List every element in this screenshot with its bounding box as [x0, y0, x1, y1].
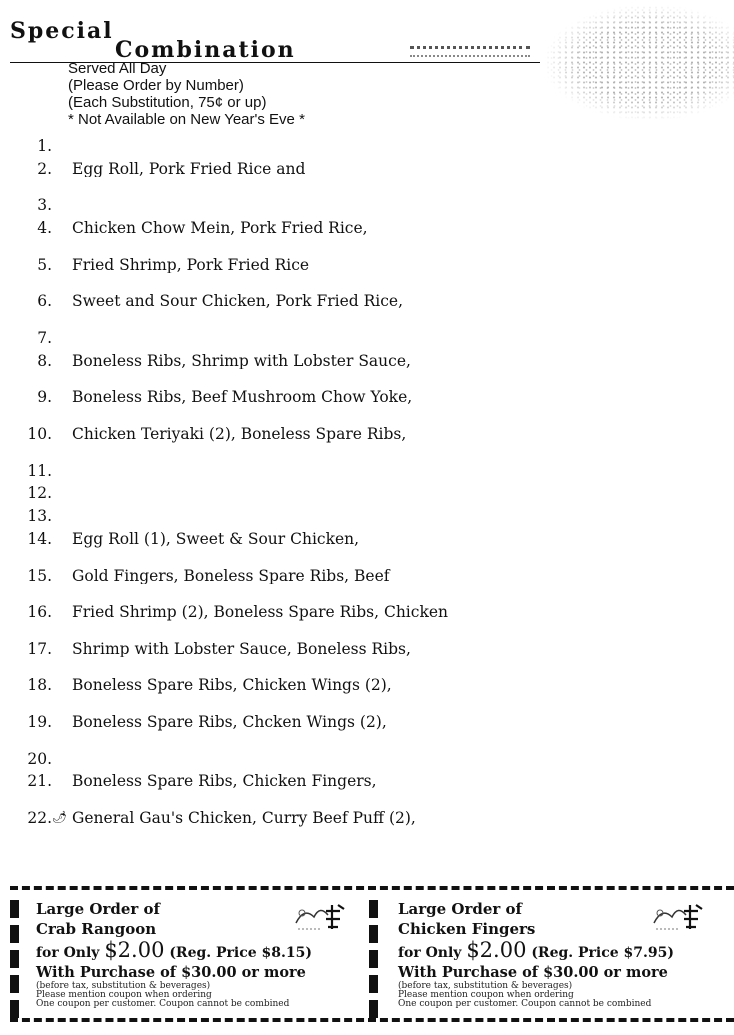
- coupon-price: $2.00: [466, 938, 527, 962]
- coupon-chicken-fingers[interactable]: [398, 898, 734, 1016]
- restaurant-logo-icon: [650, 901, 712, 933]
- menu-item-description: Egg Roll, Pork Fried Rice and: [72, 160, 306, 178]
- note-served-all-day: Served All Day: [68, 60, 167, 77]
- menu-item-number: 16.: [27, 603, 52, 622]
- note-substitution: (Each Substitution, 75¢ or up): [68, 94, 267, 111]
- menu-item-number: 22.: [27, 809, 52, 827]
- menu-item-number: 9.: [37, 388, 52, 407]
- coupon-cut-line-bottom: [10, 1018, 734, 1022]
- menu-item-number: 14.: [27, 530, 52, 548]
- menu-item-number: 17.: [27, 639, 52, 658]
- coupon-fine-print-1: (before tax, substitution & beverages): [398, 981, 573, 991]
- menu-item-number: 1.: [37, 137, 52, 155]
- title-combination: Combination: [115, 37, 296, 63]
- menu-item-description: Gold Fingers, Boneless Spare Ribs, Beef: [72, 567, 390, 585]
- coupon-fine-print-2: Please mention coupon when ordering: [398, 990, 574, 1000]
- menu-item-number: 19.: [27, 713, 52, 731]
- menu-item-number: 10.: [27, 425, 52, 443]
- menu-item-number: 13.: [27, 507, 52, 526]
- coupon-price: $2.00: [104, 938, 165, 962]
- chili-pepper-icon: 🌶: [52, 810, 68, 824]
- menu-item-description: Boneless Spare Ribs, Chicken Fingers,: [72, 773, 377, 790]
- coupon-fine-print-3: One coupon per customer. Coupon cannot be combined: [398, 999, 652, 1009]
- coupon-title-line1: Large Order of: [36, 900, 161, 918]
- note-not-available: * Not Available on New Year's Eve *: [68, 111, 305, 128]
- menu-item-number: 7.: [37, 329, 52, 347]
- coupon-fine-print-1: (before tax, substitution & beverages): [36, 981, 211, 991]
- coupon-price-line: [36, 938, 312, 962]
- menu-item-description: Boneless Ribs, Shrimp with Lobster Sauce,: [72, 352, 411, 370]
- note-order-by-number: (Please Order by Number): [68, 77, 244, 94]
- menu-item-description: Boneless Spare Ribs, Chcken Wings (2),: [72, 714, 387, 731]
- title-dash-decoration: [410, 46, 530, 57]
- title-speckle-decoration: [545, 5, 734, 120]
- menu-item-number: 21.: [27, 772, 52, 791]
- menu-item-description: Egg Roll (1), Sweet & Sour Chicken,: [72, 531, 360, 548]
- menu-item-description: Boneless Spare Ribs, Chicken Wings (2),: [72, 677, 392, 694]
- coupon-fine-print-2: Please mention coupon when ordering: [36, 990, 212, 1000]
- coupon-fine-print-3: One coupon per customer. Coupon cannot be combined: [36, 999, 290, 1009]
- coupon-purchase-requirement: With Purchase of $30.00 or more: [398, 964, 668, 981]
- title-special: Special: [10, 18, 114, 44]
- menu-item-number: 12.: [27, 484, 52, 503]
- menu-item-number: 11.: [27, 461, 52, 480]
- menu-item-number: 18.: [27, 676, 52, 695]
- coupon-purchase-requirement: With Purchase of $30.00 or more: [36, 964, 306, 981]
- menu-item-description: General Gau's Chicken, Curry Beef Puff (2),: [72, 810, 416, 827]
- coupon-logo: [648, 900, 714, 934]
- menu-item-number: 2.: [37, 159, 52, 178]
- coupon-title-line2: Chicken Fingers: [398, 920, 536, 938]
- coupon-logo: [290, 900, 356, 934]
- menu-item-number: 8.: [37, 351, 52, 370]
- coupon-price-line: [398, 938, 674, 962]
- coupon-title-line1: Large Order of: [398, 900, 523, 918]
- menu-item-description: Chicken Chow Mein, Pork Fried Rice,: [72, 220, 368, 237]
- menu-item-description: Fried Shrimp, Pork Fried Rice: [72, 256, 310, 274]
- menu-item-description: Shrimp with Lobster Sauce, Boneless Ribs,: [72, 640, 411, 658]
- menu-item-number: 6.: [37, 292, 52, 311]
- coupon-title-line2: Crab Rangoon: [36, 920, 157, 938]
- menu-item-number: 4.: [37, 219, 52, 238]
- coupon-regular-price: (Reg. Price $7.95): [531, 945, 675, 961]
- coupon-crab-rangoon[interactable]: [36, 898, 372, 1016]
- coupon-cut-line-top: [10, 886, 734, 890]
- coupon-regular-price: (Reg. Price $8.15): [169, 945, 313, 961]
- menu-item-description: Sweet and Sour Chicken, Pork Fried Rice,: [72, 293, 404, 310]
- coupon-cut-line-left: [10, 900, 19, 1018]
- menu-item-number: 15.: [27, 566, 52, 585]
- menu-item-number: 3.: [37, 196, 52, 215]
- coupon-for-only: for Only: [398, 945, 462, 961]
- coupon-for-only: for Only: [36, 945, 100, 961]
- menu-item-number: 20.: [27, 749, 52, 768]
- menu-item-description: Chicken Teriyaki (2), Boneless Spare Ribs,: [72, 426, 407, 443]
- menu-item-description: Fried Shrimp (2), Boneless Spare Ribs, Chicken: [72, 604, 448, 621]
- restaurant-logo-icon: [292, 901, 354, 933]
- menu-item-number: 5.: [37, 255, 52, 274]
- menu-item-description: Boneless Ribs, Beef Mushroom Chow Yoke,: [72, 389, 413, 406]
